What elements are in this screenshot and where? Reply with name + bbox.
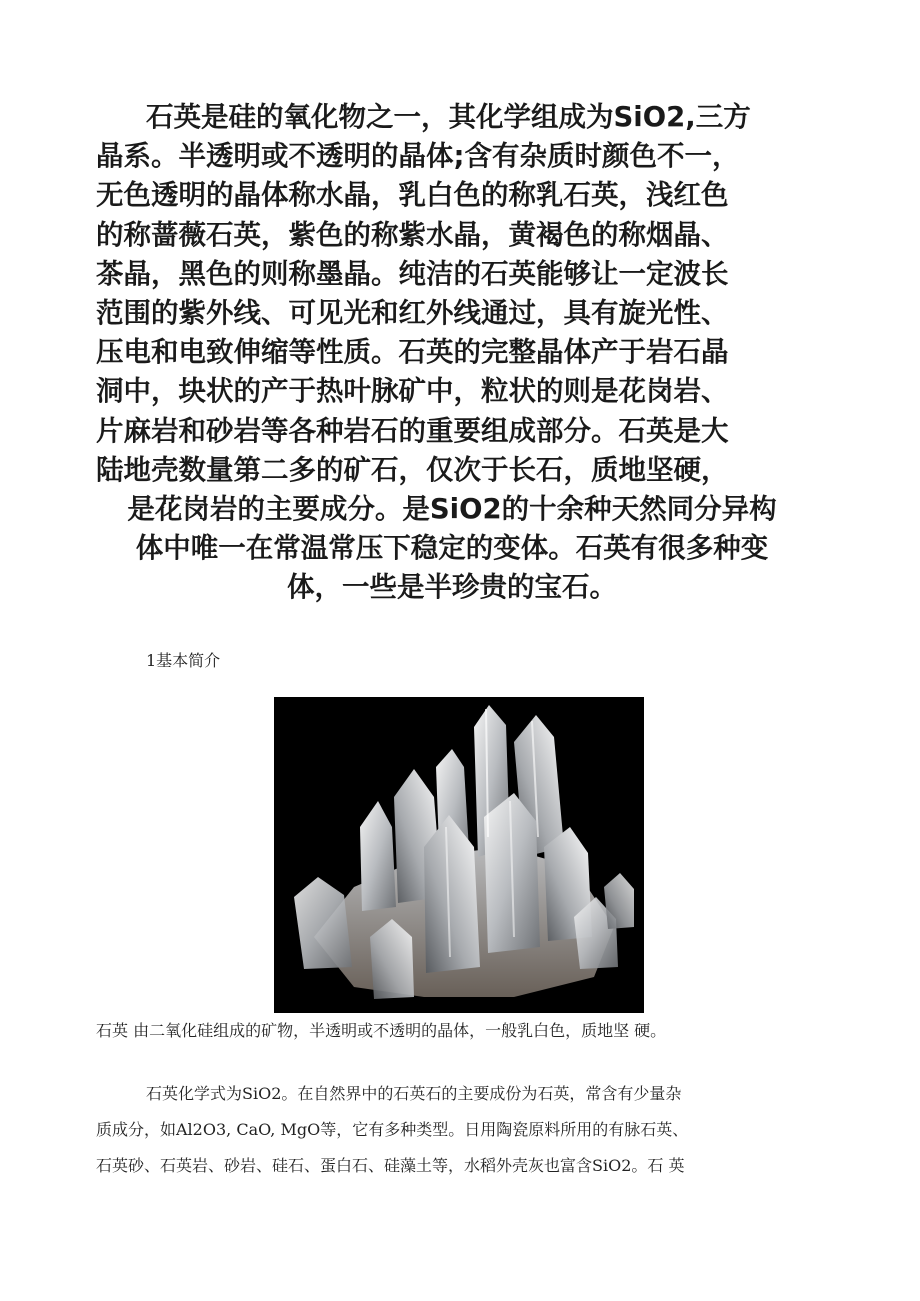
figure-caption: 石英 由二氧化硅组成的矿物，半透明或不透明的晶体，一般乳白色，质地坚 硬。 [96,1021,667,1040]
quartz-crystal-cluster-icon [274,697,644,1013]
intro-line: 片麻岩和砂岩等各种岩石的重要组成部分。石英是大 [96,414,729,447]
intro-line: 石英是硅的氧化物之一，其化学组成为SiO2,三方 [146,101,751,133]
intro-paragraph [96,98,808,608]
intro-line: 晶系。半透明或不透明的晶体;含有杂质时颜色不一， [96,140,740,173]
intro-line: 是花岗岩的主要成分。是SiO2的十余种天然同分异构 [127,493,777,526]
intro-line: 陆地壳数量第二多的矿石，仅次于长石，质地坚硬， [96,453,729,486]
quartz-photo [274,697,644,1013]
intro-line: 无色透明的晶体称水晶，乳白色的称乳石英，浅红色 [96,179,729,212]
intro-line: 茶晶，黑色的则称墨晶。纯洁的石英能够让一定波长 [96,257,729,290]
body-paragraph [96,1076,816,1184]
section-heading: 1基本简介 [146,651,221,670]
body-line: 质成分，如Al2O3, CaO, MgO等，它有多种类型。日用陶瓷原料所用的有脉石英、 [96,1120,689,1139]
intro-line: 体中唯一在常温常压下稳定的变体。石英有很多种变 [135,532,769,565]
intro-line: 压电和电致伸缩等性质。石英的完整晶体产于岩石晶 [96,336,729,369]
intro-line: 体，一些是半珍贵的宝石。 [287,571,617,604]
intro-line: 的称蔷薇石英，紫色的称紫水晶，黄褐色的称烟晶、 [96,218,729,251]
body-line: 石英化学式为SiO2。在自然界中的石英石的主要成份为石英，常含有少量杂 [146,1084,682,1103]
intro-line: 洞中，块状的产于热叶脉矿中，粒状的则是花岗岩、 [96,375,729,408]
body-line: 石英砂、石英岩、砂岩、硅石、蛋白石、硅藻土等，水稻外壳灰也富含SiO2。石 英 [96,1156,685,1175]
intro-line: 范围的紫外线、可见光和红外线通过，具有旋光性、 [96,297,729,330]
